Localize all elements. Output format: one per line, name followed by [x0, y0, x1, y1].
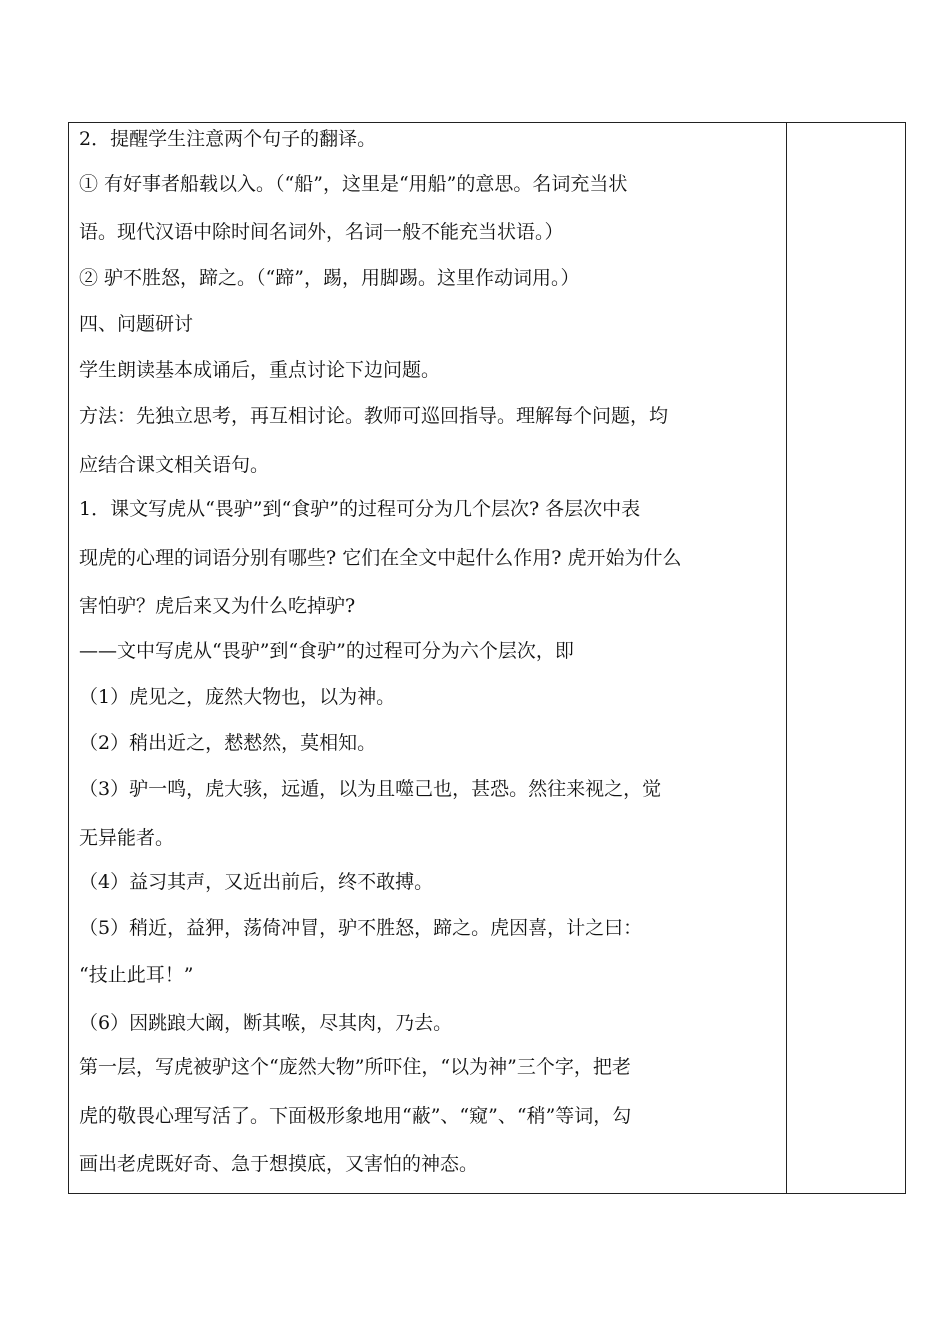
text-line: ——文中写虎从“畏驴”到“食驴”的过程可分为六个层次，即 [79, 640, 574, 662]
text-line: 无异能者。 [79, 827, 175, 849]
text-line: 现虎的心理的词语分别有哪些? 它们在全文中起什么作用? 虎开始为什么 [79, 547, 682, 569]
list-item: （5）稍近，益狎，荡倚冲冒，驴不胜怒，蹄之。虎因喜，计之曰： [79, 917, 643, 939]
text-line: “技止此耳！” [79, 964, 194, 986]
text-line: 2．提醒学生注意两个句子的翻译。 [79, 128, 377, 150]
text-line: ② 驴不胜怒，蹄之。（“蹄”，踢，用脚踢。这里作动词用。） [79, 267, 580, 289]
list-item: （1）虎见之，庞然大物也，以为神。 [79, 686, 396, 708]
text-line: 应结合课文相关语句。 [79, 454, 270, 476]
list-item: （6）因跳踉大阚，断其喉，尽其肉，乃去。 [79, 1012, 453, 1034]
text-line: ① 有好事者船载以入。（“船”，这里是“用船”的意思。名词充当状 [79, 173, 628, 195]
notes-cell [788, 123, 905, 1193]
text-line: 虎的敬畏心理写活了。下面极形象地用“蔽”、“窥”、“稍”等词，勾 [79, 1105, 632, 1127]
text-line: 1．课文写虎从“畏驴”到“食驴”的过程可分为几个层次? 各层次中表 [79, 498, 641, 520]
text-line: 学生朗读基本成诵后，重点讨论下边问题。 [79, 359, 441, 381]
text-line: 害怕驴？虎后来又为什么吃掉驴? [79, 595, 356, 617]
lesson-table [68, 122, 906, 1194]
list-item: （4）益习其声，又近出前后，终不敢搏。 [79, 871, 434, 893]
list-item: （2）稍出近之，慭慭然，莫相知。 [79, 732, 377, 754]
list-item: （3）驴一鸣，虎大骇，远遁，以为且噬己也，甚恐。然往来视之，觉 [79, 778, 662, 800]
section-heading: 四、问题研讨 [79, 313, 194, 335]
text-line: 方法：先独立思考，再互相讨论。教师可巡回指导。理解每个问题，均 [79, 405, 669, 427]
text-line: 第一层，写虎被驴这个“庞然大物”所吓住，“以为神”三个字，把老 [79, 1056, 631, 1078]
text-line: 画出老虎既好奇、急于想摸底，又害怕的神态。 [79, 1153, 479, 1175]
column-divider [786, 123, 787, 1193]
text-line: 语。现代汉语中除时间名词外，名词一般不能充当状语。） [79, 221, 564, 243]
